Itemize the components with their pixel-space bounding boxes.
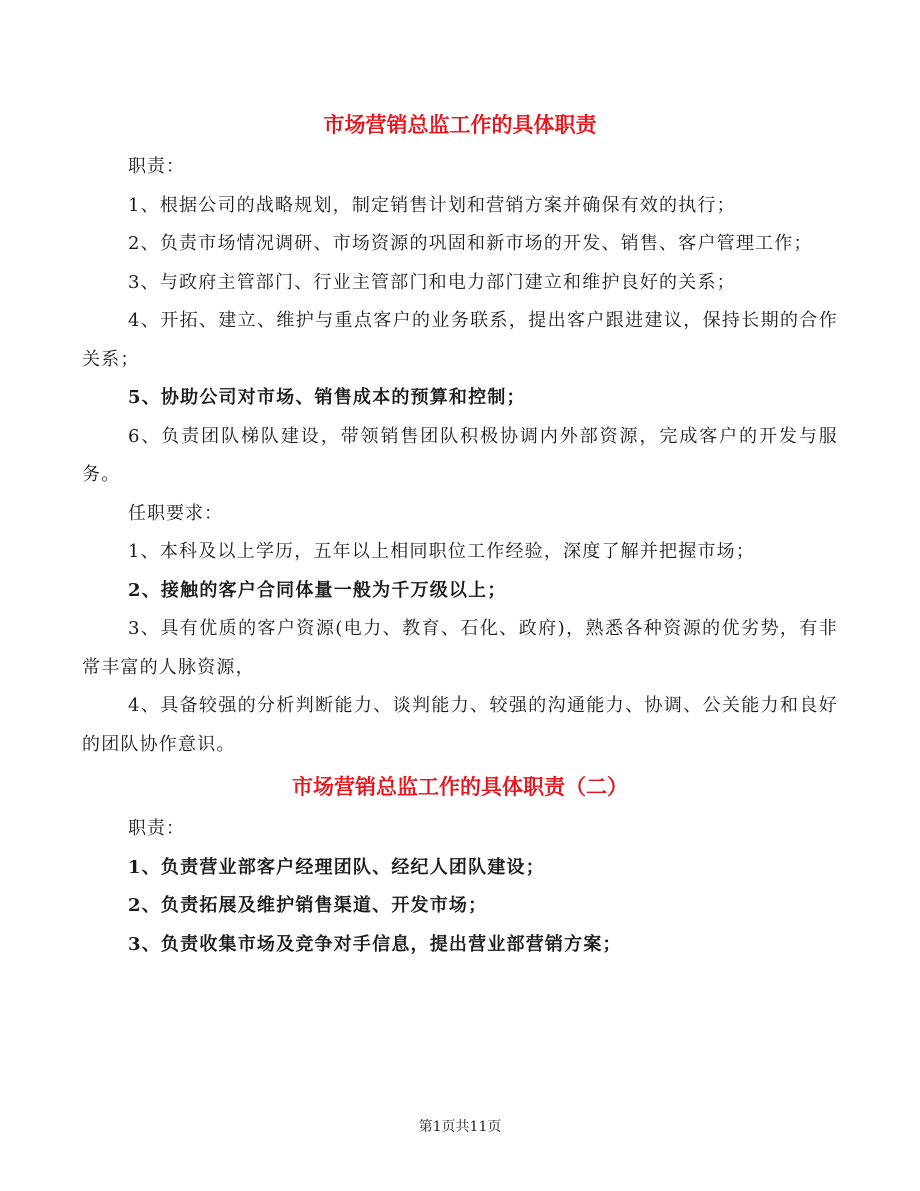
requirement-item: 3、具有优质的客户资源(电力、教育、石化、政府)，熟悉各种资源的优劣势，有非常丰富的人脉资源， xyxy=(82,618,838,678)
page-indicator: 第1页共11页 xyxy=(418,1119,502,1135)
requirement-item: 4、具备较强的分析判断能力、谈判能力、较强的沟通能力、协调、公关能力和良好的团队协作意识。 xyxy=(82,695,838,755)
requirement-item: 2、接触的客户合同体量一般为千万级以上； xyxy=(128,579,507,601)
section1-title: 市场营销总监工作的具体职责 xyxy=(323,112,597,137)
duty-item: 2、负责拓展及维护销售渠道、开发市场； xyxy=(128,895,488,916)
section1-duties-label: 职责： xyxy=(128,156,185,177)
duty-item: 1、根据公司的战略规划，制定销售计划和营销方案并确保有效的执行； xyxy=(128,194,736,216)
document-content xyxy=(82,102,838,964)
duty-item: 5、协助公司对市场、销售成本的预算和控制； xyxy=(128,387,526,408)
duty-item: 1、负责营业部客户经理团队、经纪人团队建设； xyxy=(128,856,545,878)
requirement-item: 1、本科及以上学历，五年以上相同职位工作经验，深度了解并把握市场； xyxy=(128,541,756,562)
duty-item: 6、负责团队梯队建设，带领销售团队积极协调内外部资源，完成客户的开发与服务。 xyxy=(82,425,838,485)
duty-item: 3、负责收集市场及竞争对手信息，提出营业部营销方案； xyxy=(128,933,622,955)
section2-title: 市场营销总监工作的具体职责（二） xyxy=(292,774,628,799)
section2-duties-label: 职责： xyxy=(128,818,185,839)
duty-item: 4、开拓、建立、维护与重点客户的业务联系，提出客户跟进建议，保持长期的合作关系； xyxy=(82,310,838,370)
section1-requirements-label: 任职要求： xyxy=(128,502,223,524)
duty-item: 2、负责市场情况调研、市场资源的巩固和新市场的开发、销售、客户管理工作； xyxy=(128,233,813,254)
duty-item: 3、与政府主管部门、行业主管部门和电力部门建立和维护良好的关系； xyxy=(128,271,736,293)
